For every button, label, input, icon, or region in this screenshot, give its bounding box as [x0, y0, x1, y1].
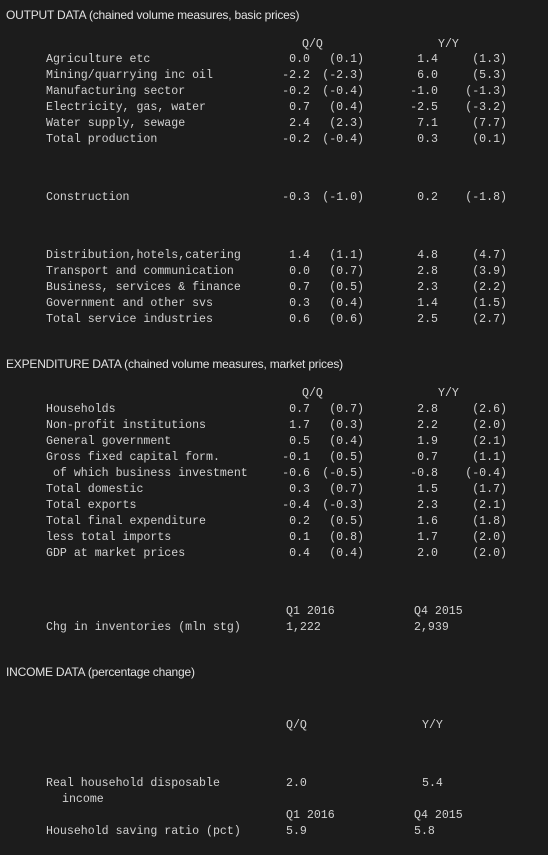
cell-yy: 7.1: [417, 117, 438, 130]
cell-label: Transport and communication: [46, 265, 234, 278]
cell-label: Mining/quarrying inc oil: [46, 69, 213, 82]
cell-qq: 0.7: [289, 281, 310, 294]
cell-yy-p: (5.3): [472, 69, 507, 82]
rhdi-label-line1: Real household disposable: [46, 777, 220, 790]
cell-qq-p: (0.4): [329, 435, 364, 448]
cell-yy: 1.9: [417, 435, 438, 448]
cell-yy-p: (2.0): [472, 547, 507, 560]
saving-ratio-label: Household saving ratio (pct): [46, 825, 241, 838]
cell-label: Manufacturing sector: [46, 85, 186, 98]
cell-label: Total production: [46, 133, 158, 146]
cell-qq: -0.2: [282, 133, 310, 146]
cell-qq: -0.4: [282, 499, 310, 512]
cell-qq-p: (0.7): [329, 403, 364, 416]
cell-yy: 2.3: [417, 499, 438, 512]
cell-yy-p: (1.1): [472, 451, 507, 464]
output-col-yy: Y/Y: [438, 38, 459, 51]
cell-yy-p: (1.5): [472, 297, 507, 310]
cell-yy-p: (2.6): [472, 403, 507, 416]
cell-qq-p: (0.4): [329, 547, 364, 560]
cell-qq: 2.4: [289, 117, 310, 130]
saving-col-q4-2015: Q4 2015: [414, 809, 463, 822]
cell-label: Non-profit institutions: [46, 419, 207, 432]
cell-qq-p: (-0.4): [322, 133, 364, 146]
cell-label: Agriculture etc: [46, 53, 151, 66]
cell-qq-p: (0.7): [329, 483, 364, 496]
cell-qq: 0.1: [289, 531, 310, 544]
construction-label: Construction: [46, 191, 130, 204]
cell-yy-p: (-1.3): [465, 85, 507, 98]
cell-yy-p: (4.7): [472, 249, 507, 262]
rhdi-qq: 2.0: [286, 777, 307, 790]
cell-yy-p: (2.7): [472, 313, 507, 326]
cell-qq-p: (0.7): [329, 265, 364, 278]
cell-label: less total imports: [46, 531, 172, 544]
construction-yy: 0.2: [417, 191, 438, 204]
inventories-col-q4-2015: Q4 2015: [414, 605, 463, 618]
cell-qq: 0.3: [289, 297, 310, 310]
cell-label: GDP at market prices: [46, 547, 186, 560]
cell-qq: 0.0: [289, 265, 310, 278]
cell-yy: 0.7: [417, 451, 438, 464]
cell-yy-p: (2.2): [472, 281, 507, 294]
cell-yy: 6.0: [417, 69, 438, 82]
cell-yy-p: (-3.2): [465, 101, 507, 114]
cell-yy: 2.5: [417, 313, 438, 326]
cell-qq: 0.4: [289, 547, 310, 560]
expenditure-col-yy: Y/Y: [438, 387, 459, 400]
cell-label: Total final expenditure: [46, 515, 207, 528]
cell-qq-p: (1.1): [329, 249, 364, 262]
income-section-title: INCOME DATA (percentage change): [6, 665, 195, 679]
cell-qq: 0.3: [289, 483, 310, 496]
construction-qq: -0.3: [282, 191, 310, 204]
cell-yy-p: (2.1): [472, 499, 507, 512]
cell-qq: -0.1: [282, 451, 310, 464]
cell-qq: 0.5: [289, 435, 310, 448]
cell-qq: -0.6: [282, 467, 310, 480]
cell-yy: 2.3: [417, 281, 438, 294]
cell-label: Water supply, sewage: [46, 117, 186, 130]
cell-label: Distribution,hotels,catering: [46, 249, 241, 262]
income-col-yy: Y/Y: [422, 719, 443, 732]
cell-yy: 1.4: [417, 297, 438, 310]
cell-yy: -0.8: [410, 467, 438, 480]
cell-yy: 2.8: [417, 403, 438, 416]
inventories-col-q1-2016: Q1 2016: [286, 605, 335, 618]
cell-yy: 2.8: [417, 265, 438, 278]
cell-qq-p: (-0.5): [322, 467, 364, 480]
saving-col-q1-2016: Q1 2016: [286, 809, 335, 822]
cell-qq: 0.6: [289, 313, 310, 326]
output-col-qq: Q/Q: [302, 38, 323, 51]
cell-qq-p: (2.3): [329, 117, 364, 130]
cell-yy: -1.0: [410, 85, 438, 98]
saving-ratio-q1-2016: 5.9: [286, 825, 307, 838]
inventories-label: Chg in inventories (mln stg): [46, 621, 241, 634]
cell-qq-p: (0.1): [329, 53, 364, 66]
cell-qq-p: (0.3): [329, 419, 364, 432]
cell-label: Total service industries: [46, 313, 213, 326]
cell-label: Business, services & finance: [46, 281, 241, 294]
cell-qq-p: (0.4): [329, 101, 364, 114]
cell-label: Electricity, gas, water: [46, 101, 207, 114]
construction-yy-p: (-1.8): [465, 191, 507, 204]
rhdi-yy: 5.4: [422, 777, 443, 790]
cell-qq: -0.2: [282, 85, 310, 98]
cell-qq: 0.2: [289, 515, 310, 528]
cell-yy: 2.0: [417, 547, 438, 560]
cell-label: General government: [46, 435, 172, 448]
cell-yy: 4.8: [417, 249, 438, 262]
cell-yy-p: (2.0): [472, 531, 507, 544]
cell-yy: 2.2: [417, 419, 438, 432]
cell-yy: 1.7: [417, 531, 438, 544]
cell-yy-p: (-0.4): [465, 467, 507, 480]
cell-qq: 0.7: [289, 101, 310, 114]
cell-qq-p: (-0.3): [322, 499, 364, 512]
cell-yy-p: (2.1): [472, 435, 507, 448]
cell-qq-p: (0.5): [329, 515, 364, 528]
cell-qq-p: (0.5): [329, 451, 364, 464]
cell-label: Total domestic: [46, 483, 144, 496]
cell-yy-p: (7.7): [472, 117, 507, 130]
cell-qq-p: (0.6): [329, 313, 364, 326]
cell-yy: -2.5: [410, 101, 438, 114]
inventories-q4-2015: 2,939: [414, 621, 449, 634]
cell-qq: 1.7: [289, 419, 310, 432]
cell-yy: 1.6: [417, 515, 438, 528]
cell-yy-p: (3.9): [472, 265, 507, 278]
cell-qq-p: (-0.4): [322, 85, 364, 98]
cell-yy-p: (2.0): [472, 419, 507, 432]
cell-label: of which business investment: [46, 467, 248, 480]
cell-qq-p: (-2.3): [322, 69, 364, 82]
construction-qq-p: (-1.0): [322, 191, 364, 204]
cell-yy-p: (0.1): [472, 133, 507, 146]
inventories-q1-2016: 1,222: [286, 621, 321, 634]
cell-yy-p: (1.7): [472, 483, 507, 496]
cell-yy: 1.4: [417, 53, 438, 66]
cell-qq: 1.4: [289, 249, 310, 262]
output-section-title: OUTPUT DATA (chained volume measures, basic prices): [6, 8, 300, 22]
cell-label: Households: [46, 403, 116, 416]
income-col-qq: Q/Q: [286, 719, 307, 732]
cell-qq: -2.2: [282, 69, 310, 82]
rhdi-label-line2: income: [62, 793, 104, 806]
cell-yy: 1.5: [417, 483, 438, 496]
saving-ratio-q4-2015: 5.8: [414, 825, 435, 838]
cell-qq-p: (0.4): [329, 297, 364, 310]
cell-label: Gross fixed capital form.: [46, 451, 220, 464]
cell-qq-p: (0.5): [329, 281, 364, 294]
cell-yy: 0.3: [417, 133, 438, 146]
cell-yy-p: (1.3): [472, 53, 507, 66]
cell-qq-p: (0.8): [329, 531, 364, 544]
cell-yy-p: (1.8): [472, 515, 507, 528]
expenditure-section-title: EXPENDITURE DATA (chained volume measures, market prices): [6, 357, 343, 371]
cell-qq: 0.7: [289, 403, 310, 416]
expenditure-col-qq: Q/Q: [302, 387, 323, 400]
cell-label: Government and other svs: [46, 297, 213, 310]
cell-label: Total exports: [46, 499, 137, 512]
cell-qq: 0.0: [289, 53, 310, 66]
